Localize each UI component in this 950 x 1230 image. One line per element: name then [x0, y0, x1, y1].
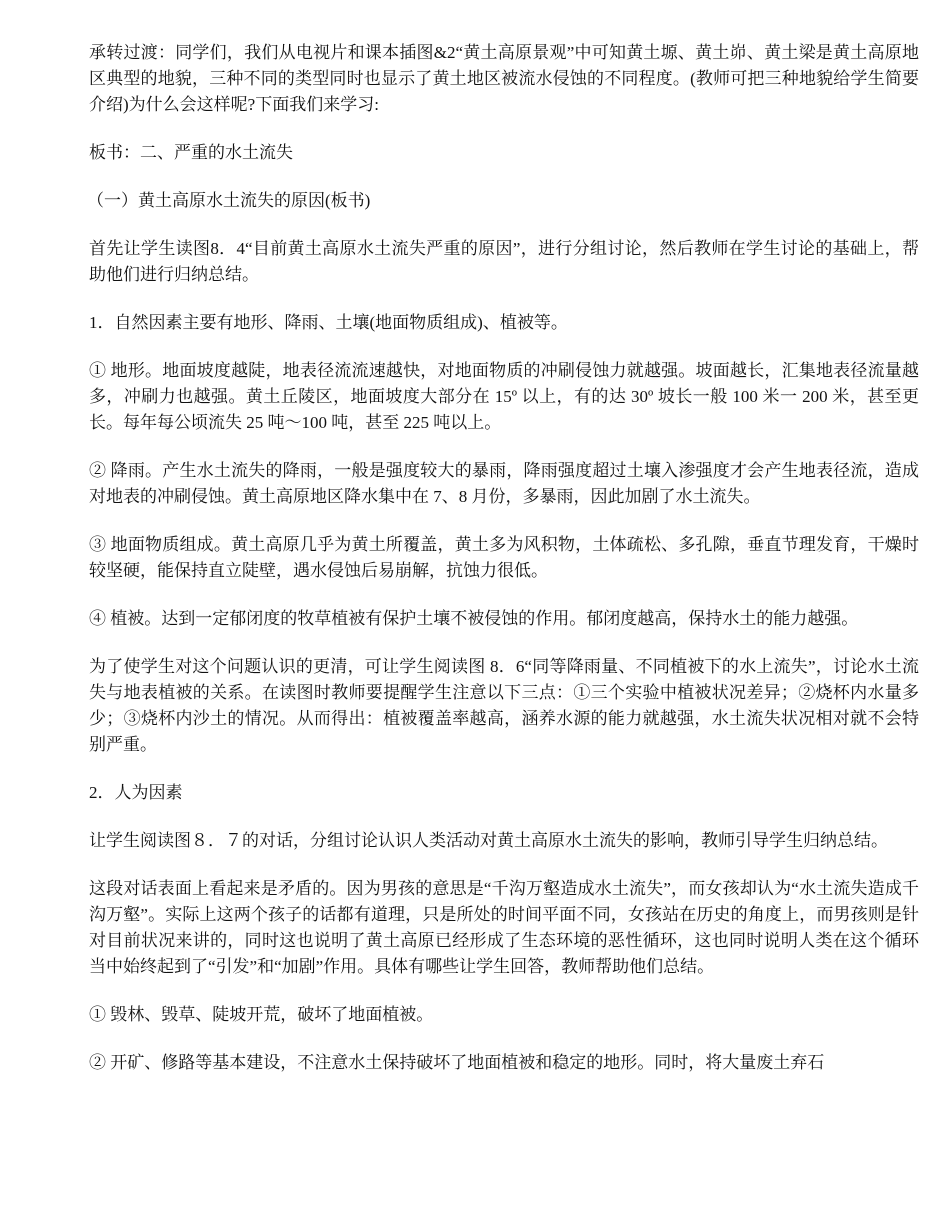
human-factor-item-1: ① 毁林、毁草、陡坡开荒，破坏了地面植被。	[89, 1005, 434, 1024]
dialogue-intro-paragraph: 让学生阅读图８．７的对话，分组讨论认识人类活动对黄土高原水土流失的影响，教师引导学生归纳总结。	[89, 831, 888, 850]
section-heading-causes: （一）黄土高原水土流失的原因(板书)	[87, 191, 371, 210]
human-factor-item-2: ② 开矿、修路等基本建设，不注意水土保持破坏了地面植被和稳定的地形。同时，将大量废土弃石	[89, 1053, 825, 1072]
human-factors-heading: 2．人为因素	[89, 783, 183, 802]
natural-factors-heading: 1．自然因素主要有地形、降雨、土壤(地面物质组成)、植被等。	[89, 313, 568, 332]
intro-paragraph: 首先让学生读图8．4“目前黄土高原水土流失严重的原因”，进行分组讨论，然后教师在学生讨论的基础上，帮助他们进行归纳总结。	[89, 239, 919, 284]
rainfall-paragraph: ② 降雨。产生水土流失的降雨，一般是强度较大的暴雨，降雨强度超过土壤入渗强度才会产生地表径流，造成对地表的冲刷侵蚀。黄土高原地区降水集中在 7、8 月份，多暴雨，因此加剧了水土流失。	[89, 461, 919, 506]
dialogue-analysis-paragraph: 这段对话表面上看起来是矛盾的。因为男孩的意思是“千沟万壑造成水土流失”，而女孩却认为“水土流失造成千沟万壑”。实际上这两个孩子的话都有道理，只是所处的时间平面不同，女孩站在历史的角度上，而男孩则是针对目前状况来讲的，同时这也说明了黄土高原已经形成了生态环境的恶性循环，这也同时说明人类在这个循环当中始终起到了“引发”和“加剧”作用。具体有哪些让学生回答，教师帮助他们总结。	[89, 879, 919, 976]
board-heading: 板书：二、严重的水土流失	[89, 143, 293, 162]
vegetation-paragraph: ④ 植被。达到一定郁闭度的牧草植被有保护土壤不被侵蚀的作用。郁闭度越高，保持水土的能力越强。	[89, 609, 859, 628]
transition-paragraph: 承转过渡：同学们，我们从电视片和课本插图&2“黄土高原景观”中可知黄土塬、黄土峁、黄土梁是黄土高原地区典型的地貌，三种不同的类型同时也显示了黄土地区被流水侵蚀的不同程度。(教师可把三种地貌给学生简要介绍)为什么会这样呢?下面我们来学习:	[89, 43, 919, 114]
figure-discussion-paragraph: 为了使学生对这个问题认识的更清，可让学生阅读图 8．6“同等降雨量、不同植被下的水上流失”，讨论水土流失与地表植被的关系。在读图时教师要提醒学生注意以下三点：①三个实验中植被状况差异；②烧杯内水量多少；③烧杯内沙土的情况。从而得出：植被覆盖率越高，涵养水源的能力就越强，水土流失状况相对就不会特别严重。	[89, 657, 919, 754]
terrain-paragraph: ① 地形。地面坡度越陡，地表径流流速越快，对地面物质的冲刷侵蚀力就越强。坡面越长，汇集地表径流量越多，冲刷力也越强。黄土丘陵区，地面坡度大部分在 15º 以上，有的达 30º 坡长一般 100 米一 200 米，甚至更长。每年每公顷流失 25 吨～100 吨，甚至 225 吨以上。	[89, 361, 919, 432]
document-page	[89, 40, 919, 1098]
ground-material-paragraph: ③ 地面物质组成。黄土高原几乎为黄土所覆盖，黄土多为风积物，土体疏松、多孔隙，垂直节理发育，干燥时较坚硬，能保持直立陡壁，遇水侵蚀后易崩解，抗蚀力很低。	[89, 535, 919, 580]
